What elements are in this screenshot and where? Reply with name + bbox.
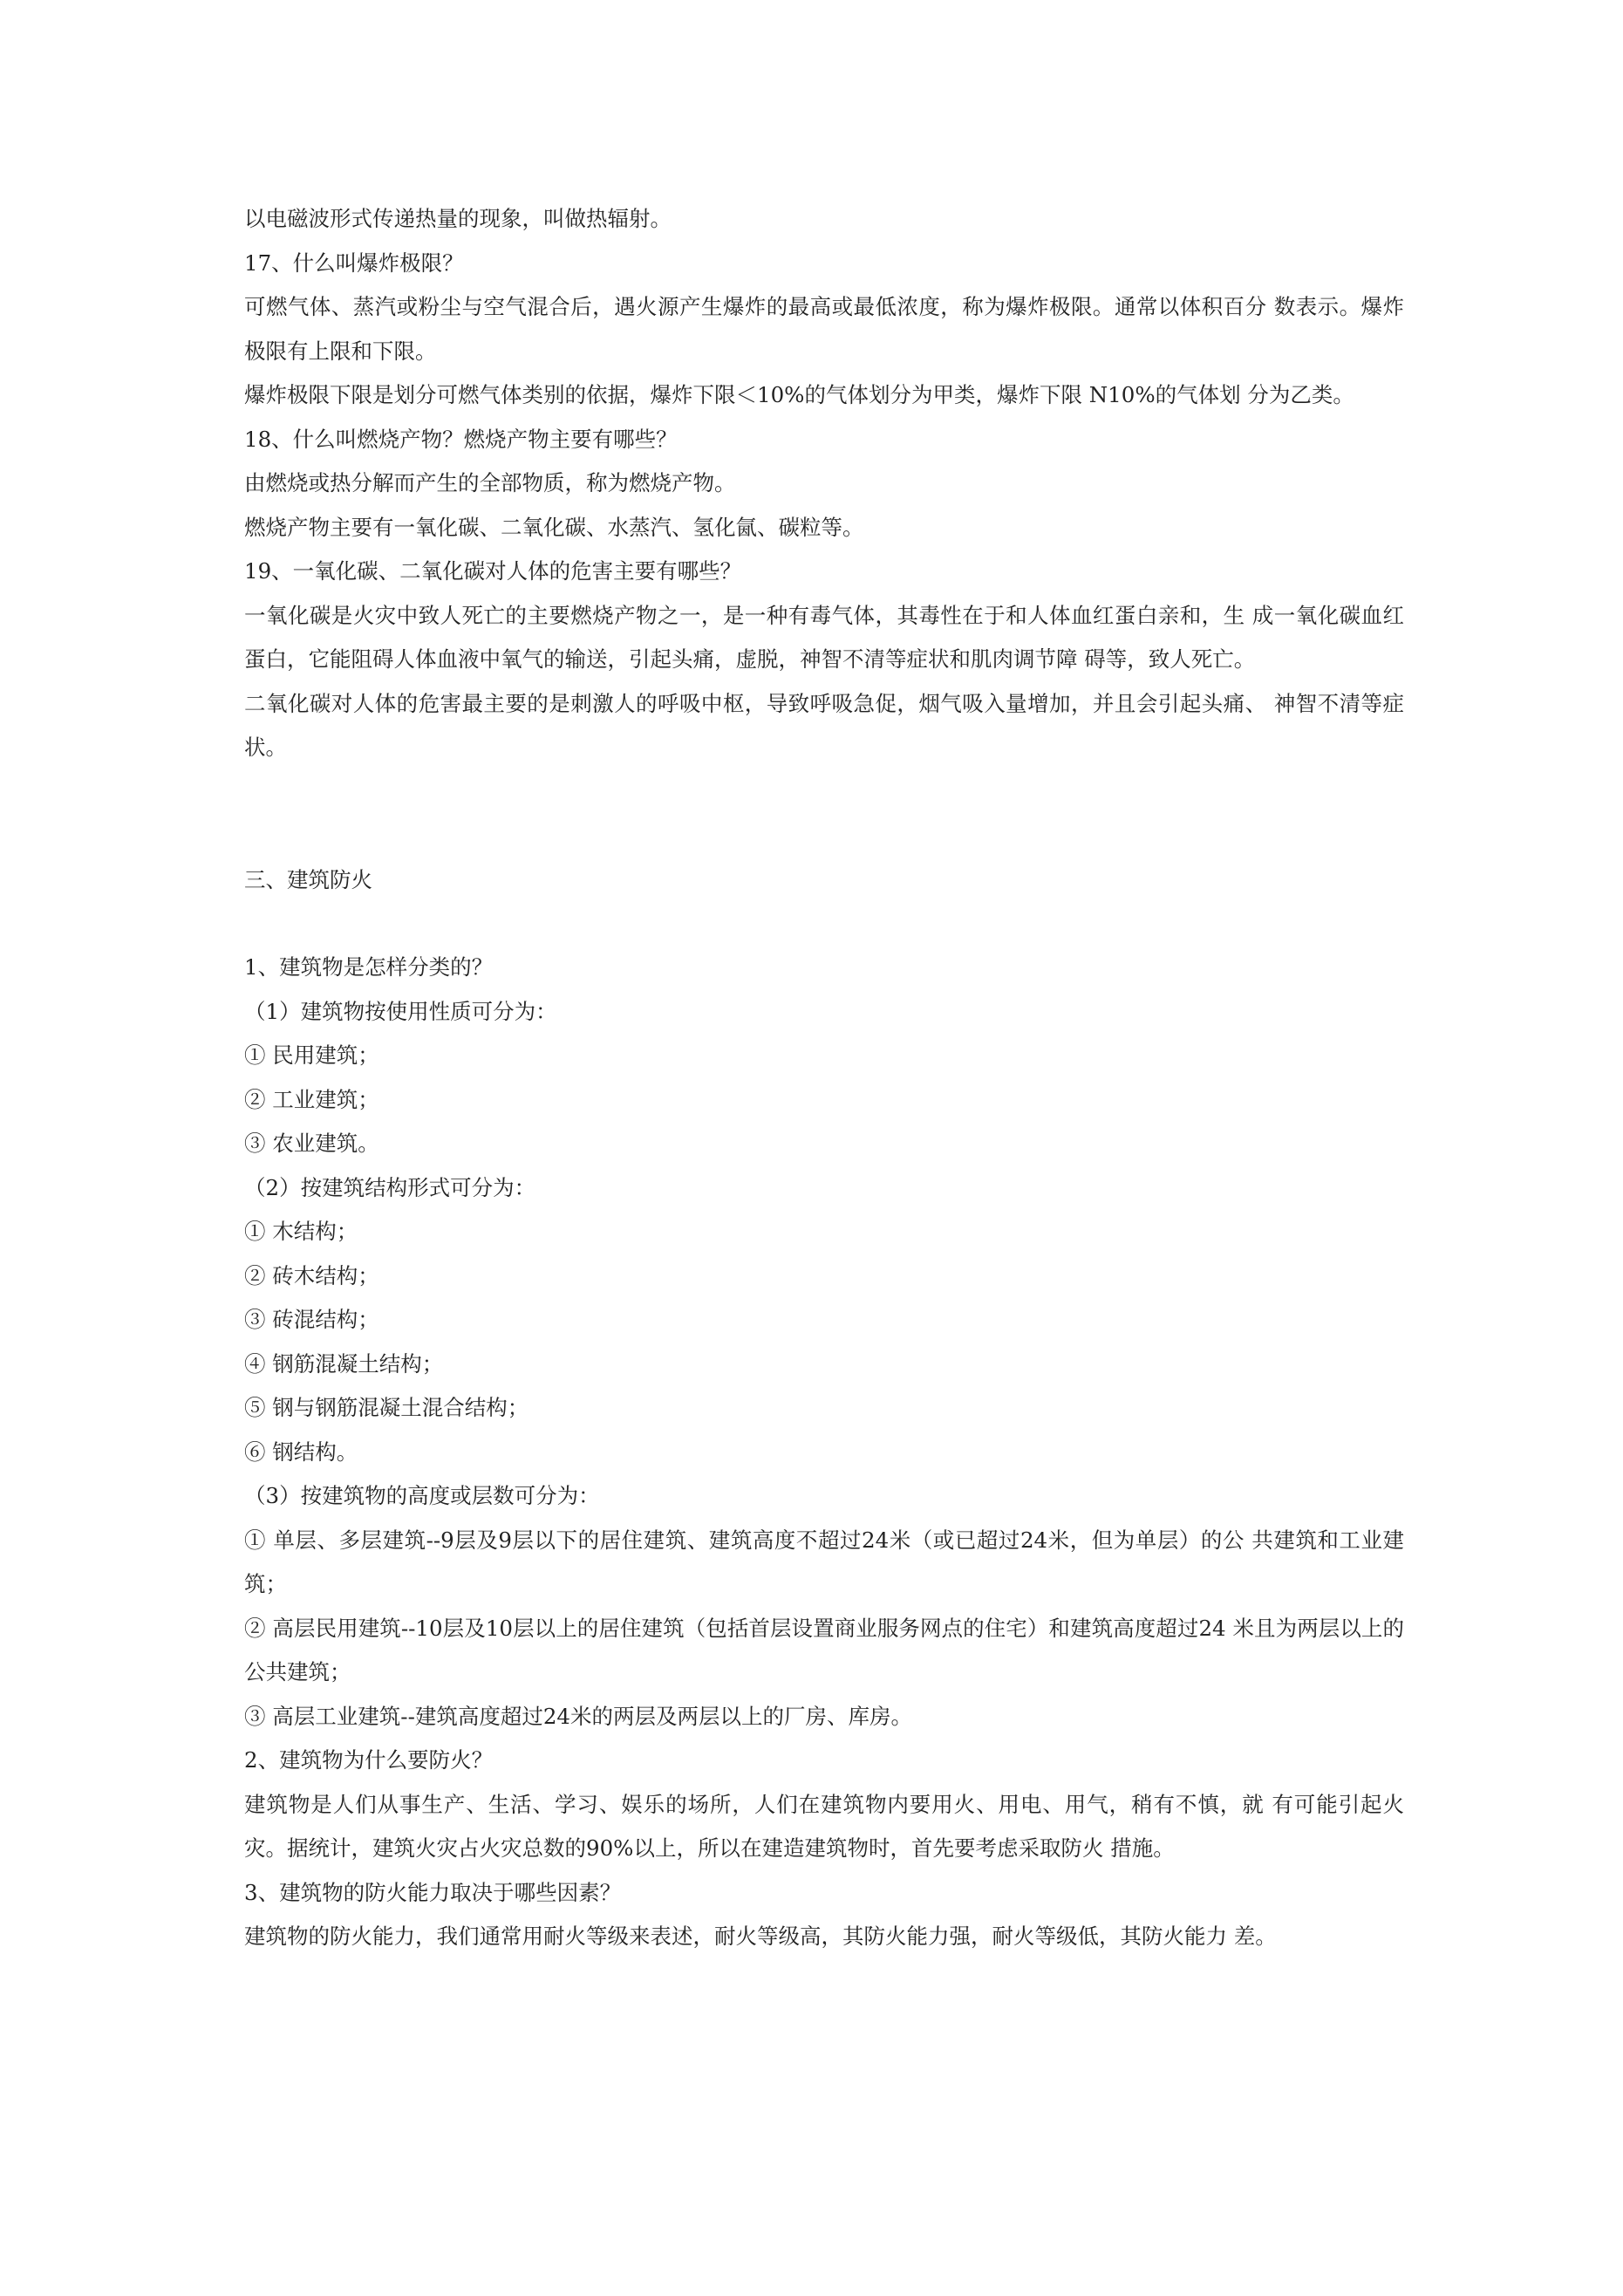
subsection-heading: （3）按建筑物的高度或层数可分为： xyxy=(244,1483,600,1508)
list-item: ③ 农业建筑。 xyxy=(244,1131,379,1156)
list-item: ① 民用建筑； xyxy=(244,1042,379,1068)
paragraph: 一氧化碳是火灾中致人死亡的主要燃烧产物之一，是一种有毒气体，其毒性在于和人体血红蛋白亲和，生 成一氧化碳血红蛋白，它能阻碍人体血液中氧气的输送，引起头痛，虚脱，神智不清等症状和肌肉调节障 碍等，致人死亡。 xyxy=(244,602,1404,672)
list-item: ② 砖木结构； xyxy=(244,1262,379,1288)
paragraph: 由燃烧或热分解而产生的全部物质，称为燃烧产物。 xyxy=(244,470,736,495)
paragraph: 燃烧产物主要有一氧化碳、二氧化碳、水蒸汽、氢化氤、碳粒等。 xyxy=(244,514,864,540)
list-item: ③ 高层工业建筑--建筑高度超过24米的两层及两层以上的厂房、库房。 xyxy=(244,1703,913,1729)
list-item: ③ 砖混结构； xyxy=(244,1307,379,1332)
list-item: ⑥ 钢结构。 xyxy=(244,1438,358,1465)
question-heading: 2、建筑物为什么要防火？ xyxy=(244,1747,494,1773)
question-heading: 17、什么叫爆炸极限？ xyxy=(244,249,464,276)
question-heading: 18、什么叫燃烧产物？燃烧产物主要有哪些？ xyxy=(244,426,678,452)
list-item: ② 工业建筑； xyxy=(244,1086,379,1112)
paragraph: 建筑物是人们从事生产、生活、学习、娱乐的场所，人们在建筑物内要用火、用电、用气，稍有不慎，就 有可能引起火灾。据统计，建筑火灾占火灾总数的90%以上，所以在建造建筑物时，首先要考虑采取防火 措施。 xyxy=(244,1791,1404,1861)
question-heading: 19、一氧化碳、二氧化碳对人体的危害主要有哪些？ xyxy=(244,558,742,584)
list-item: ① 木结构； xyxy=(244,1219,358,1244)
list-item: ⑤ 钢与钢筋混凝土混合结构； xyxy=(244,1395,529,1420)
list-item: ④ 钢筋混凝土结构； xyxy=(244,1350,444,1377)
paragraph: 爆炸极限下限是划分可燃气体类别的依据，爆炸下限＜10%的气体划分为甲类，爆炸下限 N10%的气体划 分为乙类。 xyxy=(244,382,1354,407)
spacer xyxy=(244,902,1404,946)
subsection-heading: （1）建筑物按使用性质可分为： xyxy=(244,998,557,1024)
section-title: 三、建筑防火 xyxy=(244,866,372,892)
document-page xyxy=(244,197,1404,1959)
paragraph: 建筑物的防火能力，我们通常用耐火等级来表述，耐火等级高，其防火能力强，耐火等级低，其防火能力 差。 xyxy=(244,1924,1277,1949)
paragraph: 可燃气体、蒸汽或粉尘与空气混合后，遇火源产生爆炸的最高或最低浓度，称为爆炸极限。通常以体积百分 数表示。爆炸极限有上限和下限。 xyxy=(244,294,1404,364)
paragraph: 二氧化碳对人体的危害最主要的是刺激人的呼吸中枢，导致呼吸急促，烟气吸入量增加，并且会引起头痛、 神智不清等症状。 xyxy=(244,690,1404,760)
list-item: ① 单层、多层建筑--9层及9层以下的居住建筑、建筑高度不超过24米（或已超过24米，但为单层）的公 共建筑和工业建筑； xyxy=(244,1527,1404,1596)
subsection-heading: （2）按建筑结构形式可分为： xyxy=(244,1174,536,1200)
question-heading: 3、建筑物的防火能力取决于哪些因素？ xyxy=(244,1879,622,1905)
paragraph: 以电磁波形式传递热量的现象，叫做热辐射。 xyxy=(244,206,672,231)
list-item: ② 高层民用建筑--10层及10层以上的居住建筑（包括首层设置商业服务网点的住宅）和建筑高度超过24 米且为两层以上的公共建筑； xyxy=(244,1615,1404,1684)
question-heading: 1、建筑物是怎样分类的？ xyxy=(244,954,494,980)
spacer xyxy=(244,770,1404,858)
